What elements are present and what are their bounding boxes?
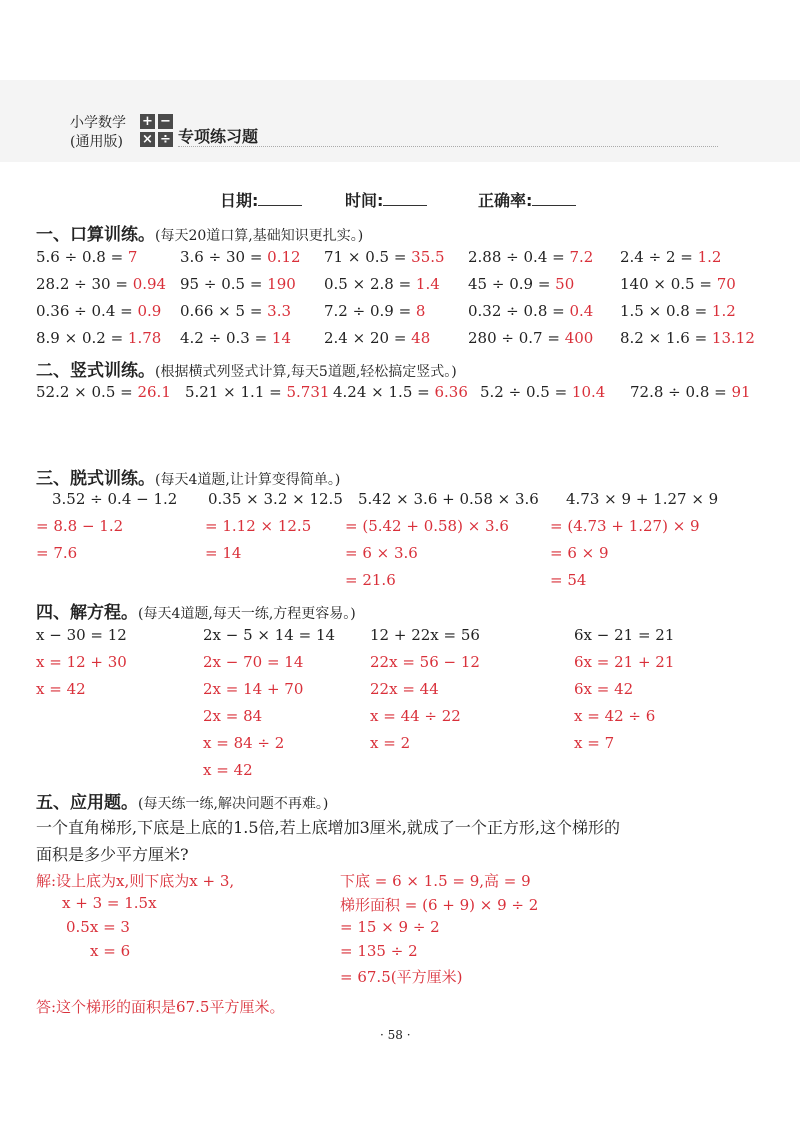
equation-question: 12 + 22x = 56 <box>370 626 480 644</box>
oral-calc-item: 2.88 ÷ 0.4 = 7.2 <box>468 248 594 266</box>
equation-step: x = 12 + 30 <box>36 653 127 671</box>
answer: 26.1 <box>132 383 171 401</box>
column-calc-item: 5.21 × 1.1 = 5.731 <box>185 383 330 401</box>
stepwise-question: 0.35 × 3.2 × 12.5 <box>208 490 343 508</box>
answer: 35.5 <box>406 248 445 266</box>
answer: 3.3 <box>262 302 292 320</box>
answer: 7 <box>123 248 138 266</box>
minus-icon: − <box>158 114 173 129</box>
oral-calc-item: 2.4 ÷ 2 = 1.2 <box>620 248 722 266</box>
stepwise-step: = 6 × 9 <box>550 544 609 562</box>
answer: 8 <box>411 302 426 320</box>
equation-step: x = 2 <box>370 734 411 752</box>
plus-icon: + <box>140 114 155 129</box>
answer: 10.4 <box>567 383 606 401</box>
solution-right-line: 下底 = 6 × 1.5 = 9,高 = 9 <box>340 872 531 890</box>
equation-step: x = 44 ÷ 22 <box>370 707 461 725</box>
equation-step: x = 42 <box>203 761 253 779</box>
answer: 1.2 <box>692 248 722 266</box>
section3-heading: 三、脱式训练。(每天4道题,让计算变得简单。) <box>36 469 341 489</box>
divide-icon: ÷ <box>158 132 173 147</box>
oral-calc-item: 28.2 ÷ 30 = 0.94 <box>36 275 167 293</box>
answer: 7.2 <box>564 248 594 266</box>
answer: 0.9 <box>132 302 162 320</box>
problem-text-line1: 一个直角梯形,下底是上底的1.5倍,若上底增加3厘米,就成了一个正方形,这个梯形的 <box>36 818 620 837</box>
answer: 70 <box>711 275 736 293</box>
solution-left-line: x = 6 <box>90 942 131 960</box>
oral-calc-item: 95 ÷ 0.5 = 190 <box>180 275 296 293</box>
oral-calc-item: 4.2 ÷ 0.3 = 14 <box>180 329 292 347</box>
equation-step: 6x = 42 <box>574 680 634 698</box>
solution-right-line: = 135 ÷ 2 <box>340 942 418 960</box>
section4-heading: 四、解方程。(每天4道题,每天一练,方程更容易。) <box>36 603 356 623</box>
answer: 14 <box>267 329 292 347</box>
page-number: · 58 · <box>380 1028 411 1042</box>
problem-text-line2: 面积是多少平方厘米? <box>36 845 189 864</box>
times-icon: × <box>140 132 155 147</box>
stepwise-step: = 21.6 <box>345 571 396 589</box>
answer: 13.12 <box>707 329 755 347</box>
column-calc-item: 52.2 × 0.5 = 26.1 <box>36 383 171 401</box>
equation-step: 2x = 14 + 70 <box>203 680 304 698</box>
oral-calc-item: 1.5 × 0.8 = 1.2 <box>620 302 736 320</box>
oral-calc-item: 8.2 × 1.6 = 13.12 <box>620 329 755 347</box>
equation-step: 2x = 84 <box>203 707 263 725</box>
brand-line1: 小学数学 <box>70 115 126 131</box>
equation-step: 22x = 56 − 12 <box>370 653 480 671</box>
solution-left-line: 0.5x = 3 <box>66 918 130 936</box>
oral-calc-item: 3.6 ÷ 30 = 0.12 <box>180 248 301 266</box>
solution-right-line: = 67.5(平方厘米) <box>340 968 463 986</box>
accuracy-field <box>478 188 576 211</box>
brand <box>70 114 126 152</box>
equation-step: x = 84 ÷ 2 <box>203 734 285 752</box>
solution-right-line: = 15 × 9 ÷ 2 <box>340 918 440 936</box>
oral-calc-item: 280 ÷ 0.7 = 400 <box>468 329 594 347</box>
oral-calc-item: 0.5 × 2.8 = 1.4 <box>324 275 440 293</box>
page-title: 专项练习题 <box>178 127 259 146</box>
answer: 6.36 <box>429 383 468 401</box>
oral-calc-item: 0.36 ÷ 0.4 = 0.9 <box>36 302 162 320</box>
oral-calc-item: 45 ÷ 0.9 = 50 <box>468 275 575 293</box>
oral-calc-item: 0.66 × 5 = 3.3 <box>180 302 292 320</box>
stepwise-step: = 14 <box>205 544 242 562</box>
column-calc-item: 72.8 ÷ 0.8 = 91 <box>630 383 751 401</box>
oral-calc-item: 5.6 ÷ 0.8 = 7 <box>36 248 138 266</box>
stepwise-step: = (4.73 + 1.27) × 9 <box>550 517 700 535</box>
section1-heading: 一、口算训练。(每天20道口算,基础知识更扎实。) <box>36 225 364 245</box>
section2-heading: 二、竖式训练。(根据横式列竖式计算,每天5道题,轻松搞定竖式。) <box>36 361 457 381</box>
answer: 1.2 <box>707 302 736 320</box>
date-field <box>220 188 302 211</box>
section5-heading: 五、应用题。(每天练一练,解决问题不再难。) <box>36 793 329 813</box>
answer: 190 <box>262 275 296 293</box>
header-divider <box>178 146 718 147</box>
accuracy-label: 正确率: <box>478 191 533 210</box>
answer: 0.4 <box>564 302 594 320</box>
answer: 0.12 <box>262 248 301 266</box>
equation-question: 2x − 5 × 14 = 14 <box>203 626 336 644</box>
stepwise-step: = 1.12 × 12.5 <box>205 517 312 535</box>
equation-step: x = 7 <box>574 734 615 752</box>
equation-step: 22x = 44 <box>370 680 439 698</box>
oral-calc-item: 140 × 0.5 = 70 <box>620 275 736 293</box>
stepwise-question: 3.52 ÷ 0.4 − 1.2 <box>52 490 178 508</box>
answer: 50 <box>550 275 575 293</box>
equation-step: 2x − 70 = 14 <box>203 653 304 671</box>
equation-step: x = 42 ÷ 6 <box>574 707 656 725</box>
answer: 48 <box>406 329 431 347</box>
stepwise-step: = 7.6 <box>36 544 78 562</box>
operator-icons <box>140 114 174 148</box>
stepwise-step: = 54 <box>550 571 587 589</box>
stepwise-step: = 8.8 − 1.2 <box>36 517 124 535</box>
stepwise-step: = 6 × 3.6 <box>345 544 418 562</box>
equation-question: x − 30 = 12 <box>36 626 127 644</box>
stepwise-question: 4.73 × 9 + 1.27 × 9 <box>566 490 719 508</box>
oral-calc-item: 7.2 ÷ 0.9 = 8 <box>324 302 426 320</box>
oral-calc-item: 8.9 × 0.2 = 1.78 <box>36 329 162 347</box>
equation-step: 6x = 21 + 21 <box>574 653 675 671</box>
answer: 400 <box>559 329 594 347</box>
answer-text: 答:这个梯形的面积是67.5平方厘米。 <box>36 998 285 1016</box>
answer: 1.4 <box>411 275 440 293</box>
time-field <box>345 188 427 211</box>
answer: 5.731 <box>281 383 330 401</box>
equation-question: 6x − 21 = 21 <box>574 626 675 644</box>
oral-calc-item: 2.4 × 20 = 48 <box>324 329 431 347</box>
stepwise-question: 5.42 × 3.6 + 0.58 × 3.6 <box>358 490 539 508</box>
solution-left-line: 解:设上底为x,则下底为x + 3, <box>36 872 235 890</box>
time-label: 时间: <box>345 191 384 210</box>
oral-calc-item: 71 × 0.5 = 35.5 <box>324 248 445 266</box>
answer: 0.94 <box>127 275 167 293</box>
column-calc-item: 5.2 ÷ 0.5 = 10.4 <box>480 383 606 401</box>
solution-left-line: x + 3 = 1.5x <box>62 894 157 912</box>
solution-right-line: 梯形面积 = (6 + 9) × 9 ÷ 2 <box>340 896 539 914</box>
oral-calc-item: 0.32 ÷ 0.8 = 0.4 <box>468 302 594 320</box>
column-calc-item: 4.24 × 1.5 = 6.36 <box>333 383 468 401</box>
brand-line2: (通用版) <box>70 134 123 150</box>
answer: 91 <box>726 383 751 401</box>
equation-step: x = 42 <box>36 680 86 698</box>
answer: 1.78 <box>123 329 162 347</box>
stepwise-step: = (5.42 + 0.58) × 3.6 <box>345 517 509 535</box>
date-label: 日期: <box>220 191 259 210</box>
